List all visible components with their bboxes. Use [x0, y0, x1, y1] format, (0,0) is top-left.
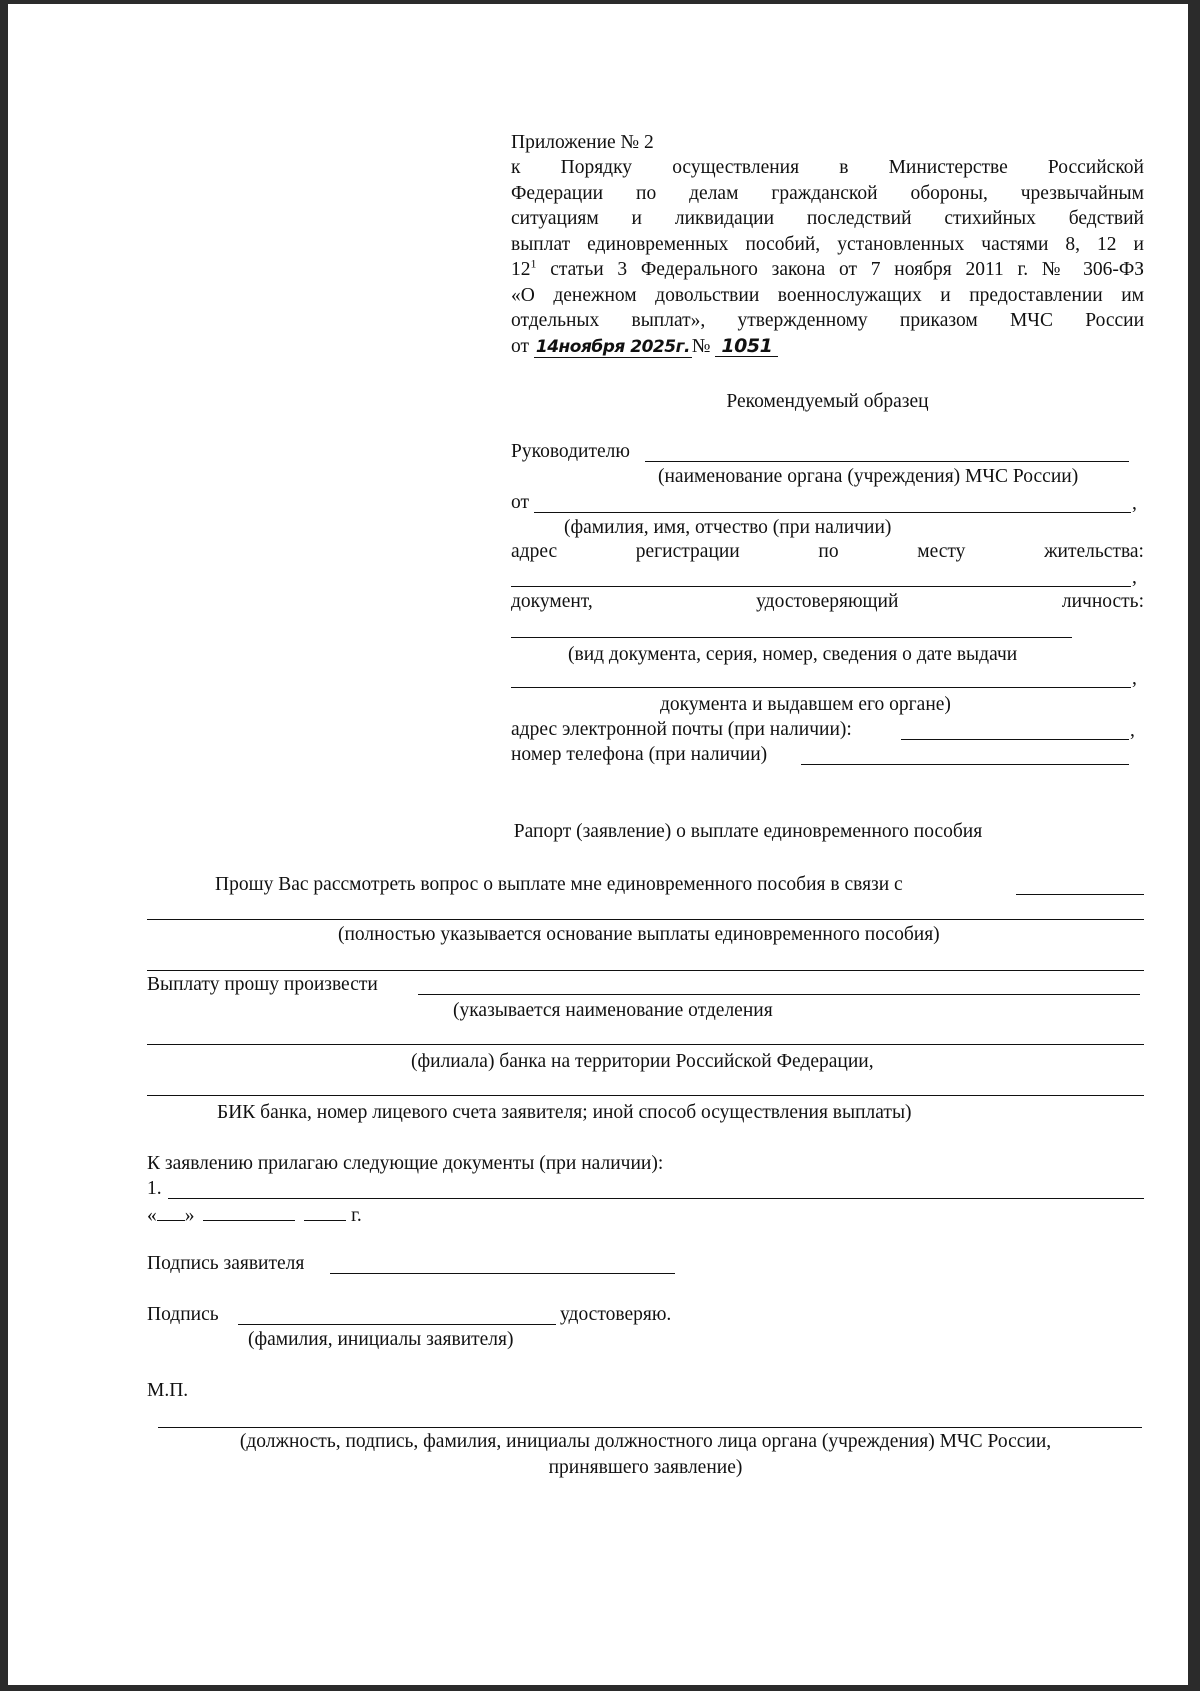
- order-from-label: от: [511, 336, 530, 357]
- date-month-field[interactable]: [203, 1201, 295, 1221]
- sample-label: Рекомендуемый образец: [726, 391, 929, 412]
- date-quote-close: »: [184, 1205, 195, 1226]
- appendix-line: Федерации по делам гражданской обороны, чрезвычайным: [511, 182, 1144, 204]
- doc-word: удостоверяющий: [756, 591, 899, 612]
- from-label: от: [511, 492, 530, 513]
- applicant-signature-field[interactable]: [330, 1273, 675, 1274]
- email-comma: ,: [1130, 720, 1135, 741]
- from-field[interactable]: [534, 512, 1131, 513]
- attachment-item-field[interactable]: [168, 1198, 1144, 1199]
- address-comma: ,: [1132, 567, 1137, 588]
- certify-text: удостоверяю.: [560, 1304, 672, 1325]
- official-field[interactable]: [158, 1427, 1142, 1428]
- identity-doc-hint: (вид документа, серия, номер, сведения о дате выдачи: [568, 644, 1018, 665]
- identity-doc-field[interactable]: [511, 637, 1072, 638]
- email-field[interactable]: [901, 739, 1129, 740]
- stamp-label: М.П.: [147, 1380, 189, 1401]
- address-word: адрес: [511, 541, 558, 562]
- applicant-signature-label: Подпись заявителя: [147, 1253, 305, 1274]
- address-word: жительства:: [1044, 541, 1144, 562]
- handwritten-order-number: 1051: [715, 336, 778, 357]
- document-page: [8, 4, 1188, 1685]
- payment-field[interactable]: [418, 994, 1140, 995]
- handwritten-order-date: 14ноября 2025г.: [535, 337, 690, 357]
- request-field[interactable]: [1016, 894, 1144, 895]
- to-label: Руководителю: [511, 441, 630, 462]
- signature-field[interactable]: [238, 1324, 556, 1325]
- appendix-header: [511, 155, 1144, 334]
- date-day-field[interactable]: [157, 1201, 185, 1221]
- basis-field[interactable]: [147, 919, 1144, 920]
- basis-field-2[interactable]: [147, 970, 1144, 971]
- to-hint: (наименование органа (учреждения) МЧС России): [658, 466, 1079, 487]
- date-line: [147, 1201, 362, 1229]
- payment-label: Выплату прошу произвести: [147, 974, 378, 995]
- address-field[interactable]: [511, 586, 1131, 587]
- address-word: месту: [917, 541, 966, 562]
- identity-doc-field-2[interactable]: [511, 687, 1131, 688]
- to-field[interactable]: [645, 461, 1129, 462]
- doc-word: личность:: [1061, 591, 1144, 612]
- appendix-line: [511, 257, 1144, 283]
- official-hint-line: (должность, подпись, фамилия, инициалы должностного лица органа (учреждения) МЧС России,: [239, 1431, 1052, 1452]
- appendix-line: ситуациям и ликвидации последствий стихийных бедствий: [511, 208, 1144, 229]
- basis-hint: (полностью указывается основание выплаты единовременного пособия): [338, 924, 940, 945]
- phone-label: номер телефона (при наличии): [511, 744, 768, 765]
- email-label: адрес электронной почты (при наличии):: [511, 719, 852, 740]
- date-quote-open: «: [147, 1205, 157, 1226]
- address-label: [511, 539, 1144, 565]
- date-year-suffix: г.: [351, 1205, 362, 1226]
- appendix-line: выплат единовременных пособий, установленных частями 8, 12 и: [511, 233, 1144, 255]
- address-word: по: [818, 541, 839, 562]
- phone-field[interactable]: [801, 764, 1129, 765]
- identity-doc-label: [511, 589, 1144, 615]
- order-number-sign: №: [691, 336, 711, 357]
- bank-field-3[interactable]: [147, 1095, 1144, 1096]
- bank-hint-3: БИК банка, номер лицевого счета заявителя; иной способ осуществления выплаты): [217, 1102, 912, 1123]
- signature-hint: (фамилия, инициалы заявителя): [248, 1329, 514, 1350]
- appendix-line-part: статьи 3 Федерального закона от 7 ноября 2011 г. № 306-ФЗ: [536, 259, 1144, 280]
- report-title: Рапорт (заявление) о выплате единовременного пособия: [513, 821, 983, 842]
- bank-field-2[interactable]: [147, 1044, 1144, 1045]
- bank-hint-2: (филиала) банка на территории Российской Федерации,: [411, 1051, 874, 1072]
- address-word: регистрации: [635, 541, 740, 562]
- appendix-line: к Порядку осуществления в Министерстве Российской: [511, 157, 1144, 178]
- official-hint: [147, 1429, 1144, 1480]
- doc-word: документ,: [511, 591, 593, 612]
- attachments-label: К заявлению прилагаю следующие документы (при наличии):: [147, 1153, 664, 1174]
- bank-hint-1: (указывается наименование отделения: [453, 1000, 773, 1021]
- from-hint: (фамилия, имя, отчество (при наличии): [564, 517, 892, 538]
- from-comma: ,: [1132, 493, 1137, 514]
- appendix-line: «О денежном довольствии военнослужащих и предоставлении им: [511, 284, 1144, 306]
- appendix-line: отдельных выплат», утвержденному приказом МЧС России: [511, 310, 1144, 331]
- date-year-field[interactable]: [304, 1201, 346, 1221]
- appendix-title: Приложение № 2: [511, 132, 654, 153]
- identity-doc-comma: ,: [1132, 668, 1137, 689]
- order-date-line: [511, 334, 778, 360]
- signature-label: Подпись: [147, 1304, 219, 1325]
- attachment-item-number: 1.: [147, 1178, 162, 1199]
- superscript: 1: [530, 256, 537, 271]
- appendix-line-part: 12: [511, 259, 531, 280]
- request-text: Прошу Вас рассмотреть вопрос о выплате мне единовременного пособия в связи с: [215, 874, 903, 895]
- official-hint-line: принявшего заявление): [548, 1456, 743, 1478]
- identity-doc-hint-2: документа и выдавшем его органе): [660, 694, 951, 715]
